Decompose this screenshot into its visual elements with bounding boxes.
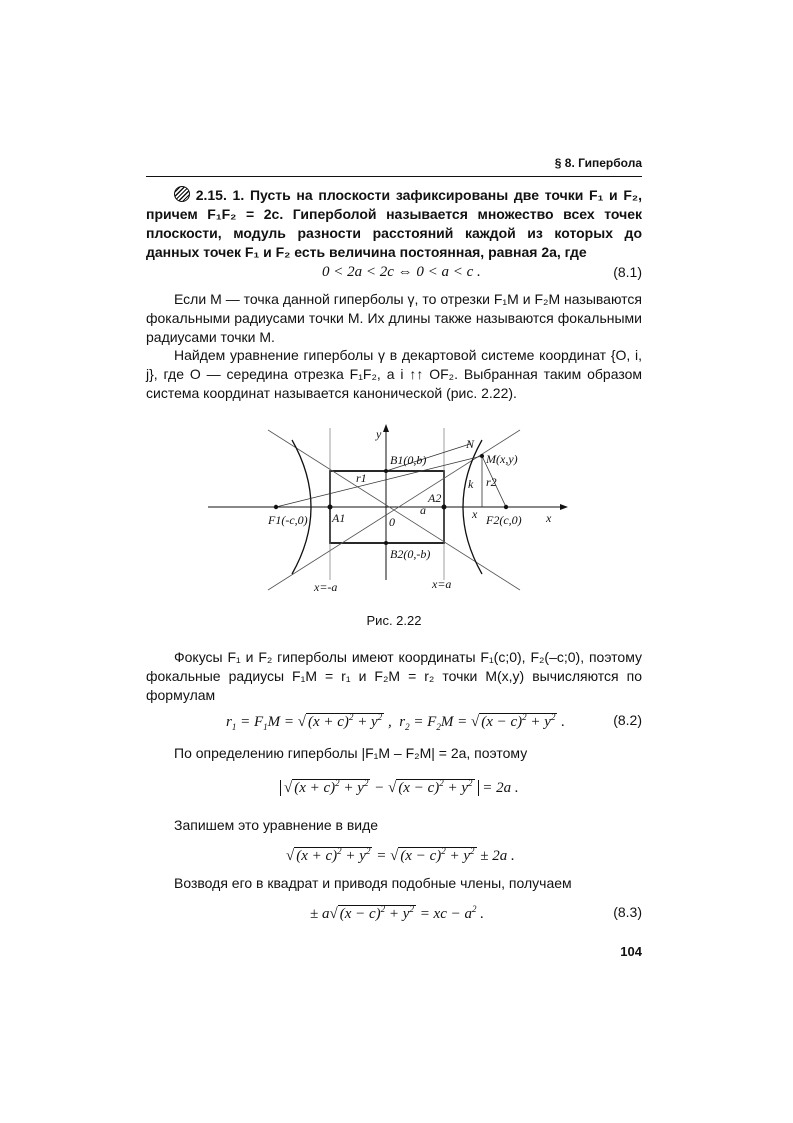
label-n: N — [466, 437, 475, 451]
label-k: k — [468, 477, 474, 491]
focus-f2-point — [504, 505, 508, 509]
label-f1: F1(-c,0) — [268, 513, 308, 527]
focus-f1-point — [274, 505, 278, 509]
equation-8-2-formula: $r_1 = F_1M$ = √ $(x + c)^2 + y^2$ , $r_2 = F_2M$ = √ $(x - c)^2 + y^2$ . — [226, 712, 565, 732]
label-a: a — [420, 503, 426, 517]
paragraph-squaring: Возводя его в квадрат и приводя подобные члены, получаем — [174, 875, 572, 891]
equation-8-3-formula: ± a√ $(x - c)^2 + y^2$ = xc − $a^2$ . — [310, 904, 484, 922]
equation-rewritten — [146, 846, 642, 868]
hyperbola-figure — [200, 420, 580, 615]
page-number: 104 — [620, 944, 642, 959]
label-x-small: x — [472, 507, 478, 521]
equation-8-3 — [146, 904, 642, 926]
label-y: y — [376, 427, 382, 441]
vertex-b1-point — [384, 469, 388, 473]
equation-abs-formula: √ $(x + c)^2 + y^2$ − √ $(x - c)^2 + y^2 = 2a$ . — [280, 778, 519, 797]
header-rule — [146, 176, 642, 177]
label-m: M(x,y) — [486, 452, 518, 466]
label-b1: B1(0,b) — [390, 453, 427, 467]
y-axis-arrow — [383, 424, 389, 432]
equation-8-1-number: (8.1) — [613, 264, 642, 280]
definition-icon — [174, 186, 190, 202]
paragraph-definition-consequence: По определению гиперболы |F₁M – F₂M| = 2a, поэтому — [174, 745, 528, 761]
paragraph-focal-radii: Если M — точка данной гиперболы γ, то отрезки F₁M и F₂M называются фокальными радиусами точки M. Их длины также называются фокальными радиусами точки M. — [146, 291, 642, 345]
paragraph-rewrite: Запишем это уравнение в виде — [174, 817, 379, 833]
equation-8-3-number: (8.3) — [613, 904, 642, 920]
point-m — [480, 454, 484, 458]
vertex-a1-point — [328, 505, 333, 510]
label-x-neg-a: x=-a — [314, 580, 338, 594]
paragraph-foci: Фокусы F₁ и F₂ гиперболы имеют координаты F₁(c;0), F₂(–c;0), поэтому фокальные радиусы F₁M = r₁ и F₂M = r₂ точки M(x,y) вычисляются по формулам — [146, 649, 642, 703]
vertex-a2-point — [442, 505, 447, 510]
label-f2: F2(c,0) — [486, 513, 522, 527]
figure-caption: Рис. 2.22 — [366, 613, 422, 628]
label-b2: B2(0,-b) — [390, 547, 431, 561]
equation-abs — [146, 778, 642, 800]
vertex-b2-point — [384, 541, 388, 545]
label-a1: A1 — [332, 511, 346, 525]
label-r2: r2 — [486, 475, 497, 489]
running-header: § 8. Гипербола — [554, 156, 642, 170]
definition-text: 2.15. 1. — [195, 187, 245, 203]
label-x-a: x=a — [432, 577, 452, 591]
paragraph-coordinate-system: Найдем уравнение гиперболы γ в декартовой системе координат {O, i, j}, где O — середина отрезка F₁F₂, а i ↑↑ OF₂. Выбранная таким образом система координат называется канонической (рис. 2.22). — [146, 347, 642, 401]
equation-8-1-formula: 0 < 2a < 2c ⇔ 0 < a < c . — [322, 264, 481, 280]
focal-radius-r1 — [276, 456, 482, 507]
label-x-axis: x — [546, 511, 552, 525]
definition-body: Пусть на плоскости зафиксированы две точки F₁ и F₂, причем F₁F₂ = 2c. Гиперболой называется множество всех точек плоскости, модуль разности расстояний каждой из которых до данных точек F₁ и F₂ есть величина постоянная, равная 2a, где — [146, 187, 643, 260]
label-a2: A2 — [428, 491, 442, 505]
x-axis-arrow — [560, 504, 568, 510]
label-r1: r1 — [356, 471, 367, 485]
equation-8-2 — [146, 712, 642, 734]
equation-8-1 — [146, 264, 642, 286]
equation-8-2-number: (8.2) — [613, 712, 642, 728]
equation-rewritten-formula: √ $(x + c)^2 + y^2$ = √ $(x - c)^2 + y^2 \pm 2a$ . — [286, 846, 515, 864]
label-origin: 0 — [389, 515, 395, 529]
definition-block — [146, 186, 642, 262]
